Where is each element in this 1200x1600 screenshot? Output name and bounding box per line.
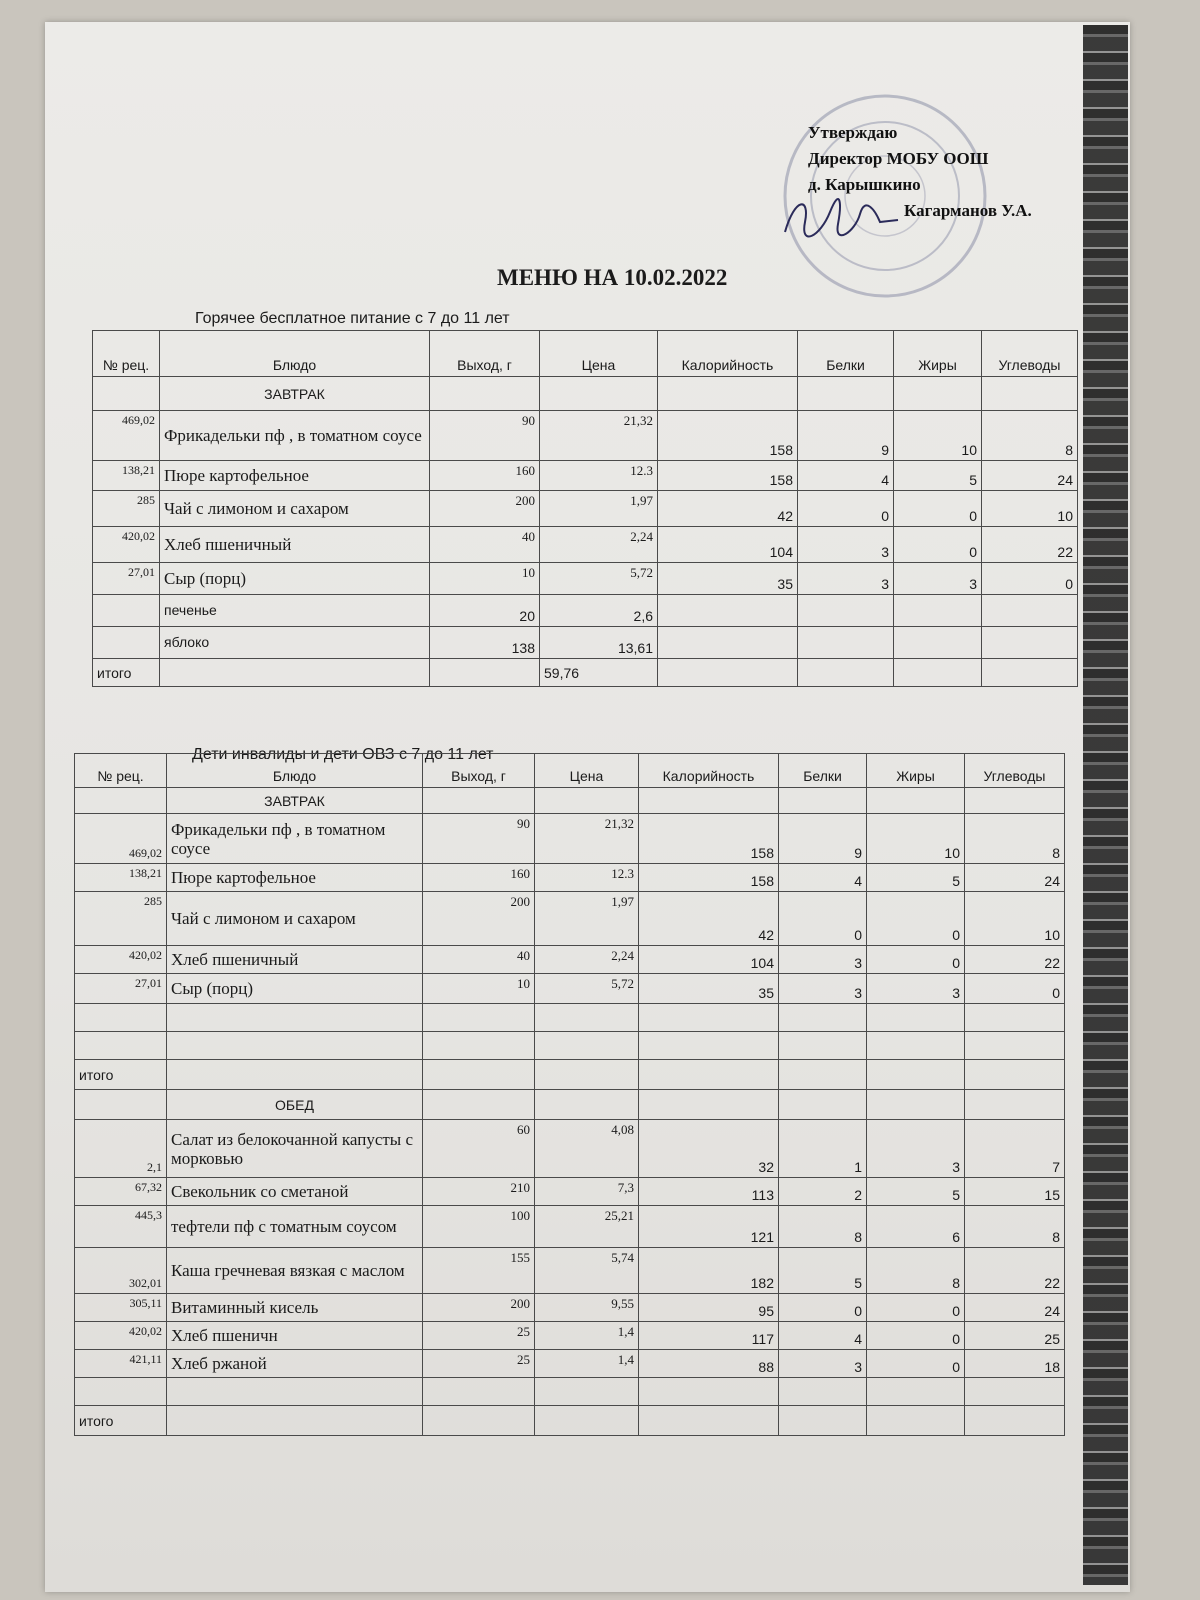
dish-name: Хлеб пшеничн bbox=[167, 1322, 423, 1350]
approval-line-3: д. Карышкино bbox=[808, 175, 921, 194]
section-row bbox=[75, 1090, 1065, 1120]
table-row bbox=[75, 1206, 1065, 1248]
menu-table-free-meals bbox=[92, 330, 1078, 687]
price-value: 12.3 bbox=[535, 864, 639, 892]
total-label: итого bbox=[75, 1060, 167, 1090]
table-row bbox=[75, 1350, 1065, 1378]
protein-value: 0 bbox=[779, 1294, 867, 1322]
empty-cell bbox=[779, 1090, 867, 1120]
dish-name: Фрикадельки пф , в томатном соусе bbox=[160, 411, 430, 461]
kcal-value: 121 bbox=[639, 1206, 779, 1248]
total-row bbox=[75, 1060, 1065, 1090]
table-row bbox=[75, 864, 1065, 892]
protein-value: 3 bbox=[779, 1350, 867, 1378]
price-value: 5,74 bbox=[535, 1248, 639, 1294]
empty-cell bbox=[867, 788, 965, 814]
table-row bbox=[93, 491, 1078, 527]
protein-value: 3 bbox=[798, 563, 894, 595]
table1-caption: Горячее бесплатное питание с 7 до 11 лет bbox=[195, 310, 510, 327]
section-label: ЗАВТРАК bbox=[167, 788, 423, 814]
price-value: 1,4 bbox=[535, 1350, 639, 1378]
dish-name: Салат из белокочанной капусты с морковью bbox=[167, 1120, 423, 1178]
protein-value: 9 bbox=[798, 411, 894, 461]
price-value: 2,24 bbox=[535, 946, 639, 974]
protein-value: 0 bbox=[779, 892, 867, 946]
empty-cell bbox=[965, 1004, 1065, 1032]
carbs-value: 8 bbox=[965, 1206, 1065, 1248]
empty-cell bbox=[75, 1378, 167, 1406]
kcal-value: 158 bbox=[639, 814, 779, 864]
dish-name: Чай с лимоном и сахаром bbox=[160, 491, 430, 527]
total-price: 59,76 bbox=[540, 659, 658, 687]
empty-cell bbox=[430, 377, 540, 411]
empty-cell bbox=[639, 1406, 779, 1436]
empty-cell bbox=[779, 788, 867, 814]
yield-value: 90 bbox=[423, 814, 535, 864]
price-value: 2,24 bbox=[540, 527, 658, 563]
recipe-code: 420,02 bbox=[75, 946, 167, 974]
kcal-value: 42 bbox=[639, 892, 779, 946]
kcal-value: 117 bbox=[639, 1322, 779, 1350]
total-label: итого bbox=[75, 1406, 167, 1436]
dish-name: печенье bbox=[160, 595, 430, 627]
total-label: итого bbox=[93, 659, 160, 687]
recipe-code: 2,1 bbox=[75, 1120, 167, 1178]
dish-name: Сыр (порц) bbox=[167, 974, 423, 1004]
fat-value: 8 bbox=[867, 1248, 965, 1294]
yield-value: 10 bbox=[423, 974, 535, 1004]
yield-value: 155 bbox=[423, 1248, 535, 1294]
header-code: № рец. bbox=[75, 754, 167, 788]
carbs-value bbox=[982, 627, 1078, 659]
empty-cell bbox=[779, 1378, 867, 1406]
yield-value: 60 bbox=[423, 1120, 535, 1178]
header-fat: Жиры bbox=[867, 754, 965, 788]
section-row bbox=[75, 788, 1065, 814]
header-yield: Выход, г bbox=[430, 331, 540, 377]
header-carbs: Углеводы bbox=[965, 754, 1065, 788]
recipe-code: 421,11 bbox=[75, 1350, 167, 1378]
protein-value: 5 bbox=[779, 1248, 867, 1294]
section-label: ЗАВТРАК bbox=[160, 377, 430, 411]
price-value: 1,4 bbox=[535, 1322, 639, 1350]
empty-cell bbox=[798, 659, 894, 687]
fat-value: 5 bbox=[894, 461, 982, 491]
empty-cell bbox=[423, 1060, 535, 1090]
empty-cell bbox=[93, 377, 160, 411]
recipe-code bbox=[93, 627, 160, 659]
empty-cell bbox=[167, 1378, 423, 1406]
menu-table-special-needs bbox=[74, 753, 1065, 1436]
protein-value: 3 bbox=[779, 974, 867, 1004]
carbs-value: 22 bbox=[965, 1248, 1065, 1294]
empty-cell bbox=[423, 788, 535, 814]
table-row bbox=[75, 892, 1065, 946]
recipe-code: 138,21 bbox=[93, 461, 160, 491]
table-row bbox=[75, 1248, 1065, 1294]
header-calories: Калорийность bbox=[658, 331, 798, 377]
price-value: 9,55 bbox=[535, 1294, 639, 1322]
table-row bbox=[75, 946, 1065, 974]
carbs-value: 15 bbox=[965, 1178, 1065, 1206]
carbs-value: 22 bbox=[965, 946, 1065, 974]
empty-row bbox=[75, 1378, 1065, 1406]
recipe-code: 27,01 bbox=[75, 974, 167, 1004]
recipe-code: 67,32 bbox=[75, 1178, 167, 1206]
table-row bbox=[93, 563, 1078, 595]
kcal-value: 95 bbox=[639, 1294, 779, 1322]
empty-cell bbox=[423, 1032, 535, 1060]
table-row bbox=[75, 1178, 1065, 1206]
kcal-value bbox=[658, 595, 798, 627]
empty-cell bbox=[167, 1060, 423, 1090]
protein-value: 2 bbox=[779, 1178, 867, 1206]
empty-cell bbox=[658, 377, 798, 411]
protein-value: 3 bbox=[779, 946, 867, 974]
yield-value: 40 bbox=[423, 946, 535, 974]
table-row bbox=[75, 814, 1065, 864]
empty-cell bbox=[639, 788, 779, 814]
fat-value: 0 bbox=[867, 946, 965, 974]
kcal-value: 104 bbox=[658, 527, 798, 563]
protein-value: 4 bbox=[779, 864, 867, 892]
toner-streak bbox=[1083, 25, 1128, 1585]
empty-cell bbox=[535, 1090, 639, 1120]
protein-value bbox=[798, 595, 894, 627]
kcal-value: 113 bbox=[639, 1178, 779, 1206]
total-price bbox=[535, 1406, 639, 1436]
fat-value: 0 bbox=[867, 1294, 965, 1322]
fat-value: 3 bbox=[867, 974, 965, 1004]
empty-cell bbox=[965, 1060, 1065, 1090]
protein-value: 8 bbox=[779, 1206, 867, 1248]
empty-cell bbox=[894, 377, 982, 411]
yield-value: 160 bbox=[423, 864, 535, 892]
protein-value: 3 bbox=[798, 527, 894, 563]
header-code: № рец. bbox=[93, 331, 160, 377]
empty-cell bbox=[639, 1060, 779, 1090]
price-value: 5,72 bbox=[540, 563, 658, 595]
table-row bbox=[93, 411, 1078, 461]
price-value: 12.3 bbox=[540, 461, 658, 491]
fat-value: 0 bbox=[867, 892, 965, 946]
header-carbs: Углеводы bbox=[982, 331, 1078, 377]
empty-cell bbox=[965, 1032, 1065, 1060]
recipe-code: 305,11 bbox=[75, 1294, 167, 1322]
empty-cell bbox=[160, 659, 430, 687]
yield-value: 210 bbox=[423, 1178, 535, 1206]
empty-cell bbox=[540, 377, 658, 411]
table-row bbox=[75, 1322, 1065, 1350]
dish-name: Сыр (порц) bbox=[160, 563, 430, 595]
dish-name: Хлеб ржаной bbox=[167, 1350, 423, 1378]
header-fat: Жиры bbox=[894, 331, 982, 377]
empty-cell bbox=[75, 788, 167, 814]
protein-value: 4 bbox=[779, 1322, 867, 1350]
yield-value: 200 bbox=[423, 1294, 535, 1322]
table-header-row bbox=[93, 331, 1078, 377]
total-row bbox=[93, 659, 1078, 687]
yield-value: 10 bbox=[430, 563, 540, 595]
recipe-code: 469,02 bbox=[75, 814, 167, 864]
yield-value: 25 bbox=[423, 1350, 535, 1378]
empty-cell bbox=[965, 788, 1065, 814]
kcal-value: 158 bbox=[658, 461, 798, 491]
dish-name: Каша гречневая вязкая с маслом bbox=[167, 1248, 423, 1294]
protein-value: 1 bbox=[779, 1120, 867, 1178]
empty-cell bbox=[639, 1090, 779, 1120]
recipe-code: 138,21 bbox=[75, 864, 167, 892]
empty-cell bbox=[535, 1378, 639, 1406]
fat-value: 0 bbox=[894, 527, 982, 563]
empty-cell bbox=[867, 1378, 965, 1406]
kcal-value: 158 bbox=[639, 864, 779, 892]
recipe-code: 420,02 bbox=[75, 1322, 167, 1350]
empty-row bbox=[75, 1032, 1065, 1060]
empty-cell bbox=[423, 1090, 535, 1120]
dish-name: Хлеб пшеничный bbox=[167, 946, 423, 974]
table2-caption: Дети инвалиды и дети ОВЗ с 7 до 11 лет bbox=[192, 746, 494, 763]
empty-cell bbox=[867, 1032, 965, 1060]
price-value: 4,08 bbox=[535, 1120, 639, 1178]
header-dish: Блюдо bbox=[167, 754, 423, 788]
empty-cell bbox=[423, 1378, 535, 1406]
empty-cell bbox=[779, 1032, 867, 1060]
carbs-value: 24 bbox=[965, 864, 1065, 892]
empty-cell bbox=[867, 1406, 965, 1436]
empty-cell bbox=[779, 1060, 867, 1090]
empty-cell bbox=[965, 1090, 1065, 1120]
dish-name: Пюре картофельное bbox=[167, 864, 423, 892]
table-row bbox=[75, 974, 1065, 1004]
empty-cell bbox=[430, 659, 540, 687]
table-row bbox=[75, 1294, 1065, 1322]
carbs-value: 8 bbox=[965, 814, 1065, 864]
recipe-code: 302,01 bbox=[75, 1248, 167, 1294]
fat-value: 5 bbox=[867, 1178, 965, 1206]
protein-value: 9 bbox=[779, 814, 867, 864]
header-price: Цена bbox=[535, 754, 639, 788]
fat-value: 0 bbox=[894, 491, 982, 527]
empty-cell bbox=[867, 1060, 965, 1090]
carbs-value: 22 bbox=[982, 527, 1078, 563]
yield-value: 138 bbox=[430, 627, 540, 659]
carbs-value: 18 bbox=[965, 1350, 1065, 1378]
empty-cell bbox=[167, 1032, 423, 1060]
empty-cell bbox=[167, 1004, 423, 1032]
carbs-value: 7 bbox=[965, 1120, 1065, 1178]
approval-line-1: Утверждаю bbox=[808, 123, 898, 142]
dish-name: Пюре картофельное bbox=[160, 461, 430, 491]
empty-cell bbox=[658, 659, 798, 687]
dish-name: Свекольник со сметаной bbox=[167, 1178, 423, 1206]
recipe-code bbox=[93, 595, 160, 627]
fat-value: 10 bbox=[894, 411, 982, 461]
kcal-value: 182 bbox=[639, 1248, 779, 1294]
kcal-value bbox=[658, 627, 798, 659]
fat-value: 0 bbox=[867, 1322, 965, 1350]
protein-value: 0 bbox=[798, 491, 894, 527]
fat-value bbox=[894, 627, 982, 659]
carbs-value: 8 bbox=[982, 411, 1078, 461]
price-value: 25,21 bbox=[535, 1206, 639, 1248]
carbs-value: 10 bbox=[965, 892, 1065, 946]
dish-name: Чай с лимоном и сахаром bbox=[167, 892, 423, 946]
empty-cell bbox=[867, 1004, 965, 1032]
empty-cell bbox=[982, 659, 1078, 687]
table-header-row bbox=[75, 754, 1065, 788]
protein-value: 4 bbox=[798, 461, 894, 491]
kcal-value: 32 bbox=[639, 1120, 779, 1178]
empty-cell bbox=[639, 1378, 779, 1406]
fat-value: 0 bbox=[867, 1350, 965, 1378]
dish-name: Фрикадельки пф , в томатном соусе bbox=[167, 814, 423, 864]
kcal-value: 88 bbox=[639, 1350, 779, 1378]
recipe-code: 445,3 bbox=[75, 1206, 167, 1248]
fat-value bbox=[894, 595, 982, 627]
empty-cell bbox=[965, 1406, 1065, 1436]
empty-cell bbox=[167, 1406, 423, 1436]
yield-value: 90 bbox=[430, 411, 540, 461]
header-protein: Белки bbox=[798, 331, 894, 377]
approval-signer: Кагарманов У.А. bbox=[904, 201, 1032, 220]
yield-value: 100 bbox=[423, 1206, 535, 1248]
empty-cell bbox=[535, 1032, 639, 1060]
kcal-value: 42 bbox=[658, 491, 798, 527]
kcal-value: 158 bbox=[658, 411, 798, 461]
header-dish: Блюдо bbox=[160, 331, 430, 377]
table-row bbox=[93, 527, 1078, 563]
kcal-value: 104 bbox=[639, 946, 779, 974]
carbs-value: 24 bbox=[965, 1294, 1065, 1322]
table-row bbox=[93, 461, 1078, 491]
price-value: 5,72 bbox=[535, 974, 639, 1004]
price-value: 2,6 bbox=[540, 595, 658, 627]
empty-cell bbox=[423, 1004, 535, 1032]
yield-value: 25 bbox=[423, 1322, 535, 1350]
fat-value: 5 bbox=[867, 864, 965, 892]
empty-cell bbox=[894, 659, 982, 687]
carbs-value: 0 bbox=[965, 974, 1065, 1004]
fat-value: 6 bbox=[867, 1206, 965, 1248]
total-price bbox=[535, 1060, 639, 1090]
header-price: Цена bbox=[540, 331, 658, 377]
dish-name: яблоко bbox=[160, 627, 430, 659]
kcal-value: 35 bbox=[658, 563, 798, 595]
empty-cell bbox=[639, 1032, 779, 1060]
empty-cell bbox=[75, 1090, 167, 1120]
empty-cell bbox=[867, 1090, 965, 1120]
carbs-value bbox=[982, 595, 1078, 627]
fat-value: 10 bbox=[867, 814, 965, 864]
approval-line-2: Директор МОБУ ООШ bbox=[808, 149, 989, 168]
carbs-value: 24 bbox=[982, 461, 1078, 491]
table-row bbox=[75, 1120, 1065, 1178]
header-yield: Выход, г bbox=[423, 754, 535, 788]
fat-value: 3 bbox=[894, 563, 982, 595]
carbs-value: 0 bbox=[982, 563, 1078, 595]
approval-block bbox=[808, 120, 1078, 224]
empty-cell bbox=[639, 1004, 779, 1032]
recipe-code: 27,01 bbox=[93, 563, 160, 595]
section-label: ОБЕД bbox=[167, 1090, 423, 1120]
price-value: 21,32 bbox=[540, 411, 658, 461]
empty-cell bbox=[798, 377, 894, 411]
recipe-code: 469,02 bbox=[93, 411, 160, 461]
yield-value: 20 bbox=[430, 595, 540, 627]
protein-value bbox=[798, 627, 894, 659]
price-value: 13,61 bbox=[540, 627, 658, 659]
fat-value: 3 bbox=[867, 1120, 965, 1178]
recipe-code: 285 bbox=[93, 491, 160, 527]
price-value: 7,3 bbox=[535, 1178, 639, 1206]
price-value: 1,97 bbox=[535, 892, 639, 946]
empty-row bbox=[75, 1004, 1065, 1032]
empty-cell bbox=[779, 1406, 867, 1436]
empty-cell bbox=[535, 788, 639, 814]
yield-value: 40 bbox=[430, 527, 540, 563]
empty-cell bbox=[779, 1004, 867, 1032]
yield-value: 200 bbox=[423, 892, 535, 946]
empty-cell bbox=[982, 377, 1078, 411]
price-value: 1,97 bbox=[540, 491, 658, 527]
kcal-value: 35 bbox=[639, 974, 779, 1004]
price-value: 21,32 bbox=[535, 814, 639, 864]
empty-cell bbox=[965, 1378, 1065, 1406]
page-title: МЕНЮ НА 10.02.2022 bbox=[497, 265, 728, 290]
recipe-code: 285 bbox=[75, 892, 167, 946]
yield-value: 200 bbox=[430, 491, 540, 527]
section-row bbox=[93, 377, 1078, 411]
empty-cell bbox=[75, 1004, 167, 1032]
table-row bbox=[93, 595, 1078, 627]
header-calories: Калорийность bbox=[639, 754, 779, 788]
dish-name: Витаминный кисель bbox=[167, 1294, 423, 1322]
total-row bbox=[75, 1406, 1065, 1436]
recipe-code: 420,02 bbox=[93, 527, 160, 563]
table-row bbox=[93, 627, 1078, 659]
empty-cell bbox=[535, 1004, 639, 1032]
empty-cell bbox=[423, 1406, 535, 1436]
header-protein: Белки bbox=[779, 754, 867, 788]
carbs-value: 25 bbox=[965, 1322, 1065, 1350]
dish-name: Хлеб пшеничный bbox=[160, 527, 430, 563]
empty-cell bbox=[75, 1032, 167, 1060]
yield-value: 160 bbox=[430, 461, 540, 491]
dish-name: тефтели пф с томатным соусом bbox=[167, 1206, 423, 1248]
carbs-value: 10 bbox=[982, 491, 1078, 527]
